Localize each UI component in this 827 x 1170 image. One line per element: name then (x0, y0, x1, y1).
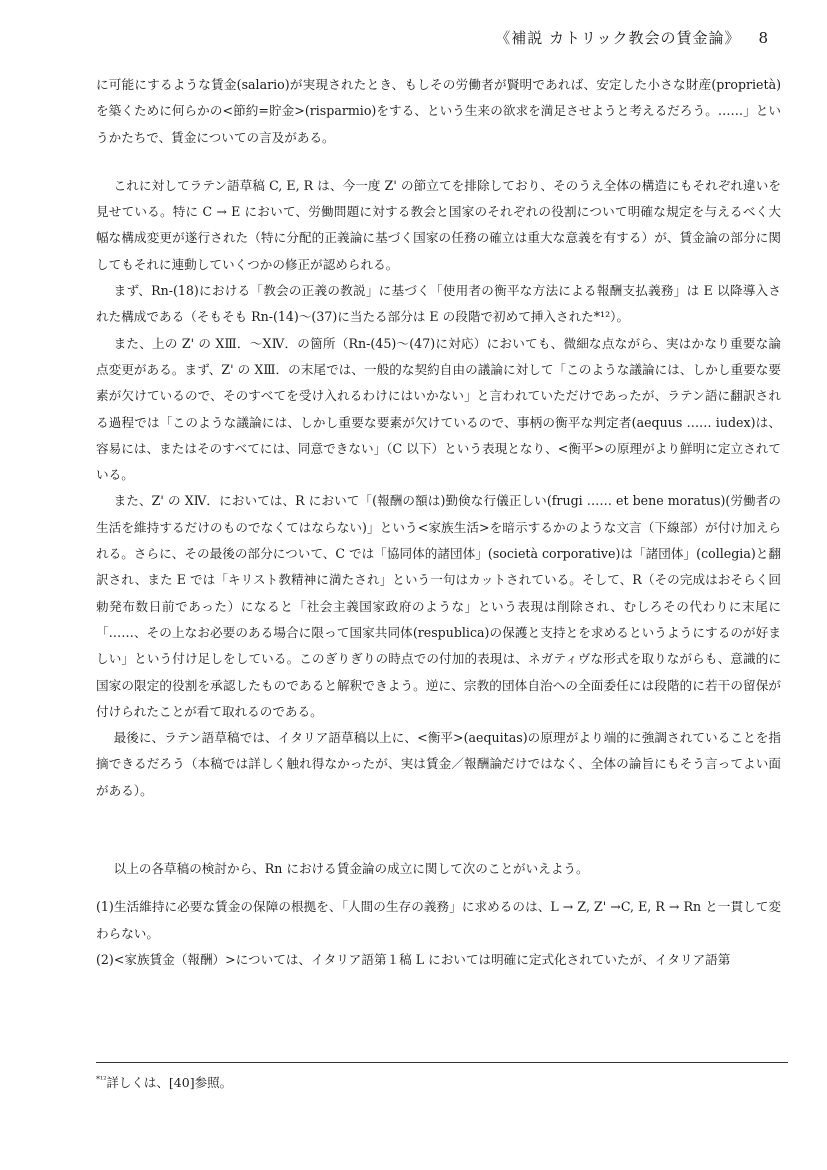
header-title: 《補説 カトリック教会の賃金論》 (495, 29, 741, 47)
paragraph-rn18: まず、Rn-(18)における「教会の正義の教説」に基づく「使用者の衡平な方法による報酬支払義務」は E 以降導入された構成である（そもそも Rn-(14)～(37)に当たる部分は E の段階で初めて挿入された*¹²）。 (96, 283, 781, 325)
footnote-divider (96, 1062, 788, 1063)
spacer (96, 151, 781, 173)
page-number: 8 (758, 29, 769, 47)
main-body (96, 72, 781, 973)
paragraph-z-xiv: また、Z' の XⅣ．においては、R において「(報酬の額は)勤倹な行儀正しい(frugi …… et bene moratus)(労働者の生活を維持するだけのものでなくてはならない)」という<家族生活>を暗示するかのような文言（下線部）が付け加えられる。さらに、その最後の部分について、C では「協同体的諸団体」(società corporative)は「諸団体」(collegia)と翻訳され、また E では「キリスト教精神に満たされ」という一句はカットされている。そして、R（その完成はおそらく回勅発布数日前であった）になると「社会主義国家政府のような」という表現は削除され、むしろその代わりに末尾に「……、その上なお必要のある場合に限って国家共同体(respublica)の保護と支持とを求めるというようにするのが好ましい」という付け足しをしている。このぎりぎりの時点での付加的表現は、ネガティヴな形式を取りながらも、意識的に国家の限定的役割を承認したものであると解釈できよう。逆に、宗教的団体自治への全面委任には段階的に若干の留保が付けられたことが看て取れるのである。 (96, 493, 781, 719)
running-header (495, 27, 769, 48)
footnote (96, 1073, 232, 1091)
paragraph-continuation: に可能にするような賃金(salario)が実現されたとき、もしその労働者が賢明であれば、安定した小さな財産(proprietà)を築くために何らかの<節約=貯金>(risparmio)をする、という生来の欲求を満足させようと考えるだろう。……」というかたちで、賃金についての言及がある。 (96, 77, 781, 145)
spacer (96, 804, 781, 856)
paragraph-latin-drafts: これに対してラテン語草稿 C, E, R は、今一度 Z' の節立てを排除しており、そのうえ全体の構造にもそれぞれ違いを見せている。特に C → E において、労働問題に対する教会と国家のそれぞれの役割について明確な規定を与えるべく大幅な構成変更が遂行された（特に分配的正義論に基づく国家の任務の確立は重大な意義を有する）が、賃金論の部分に関してもそれに連動していくつかの修正が認められる。 (96, 177, 781, 272)
footnote-text: 詳しくは、[40]参照。 (106, 1075, 233, 1090)
spacer (96, 882, 781, 894)
paragraph-z-xiii: また、上の Z' の XⅢ．～XⅣ．の箇所（Rn-(45)～(47)に対応）においても、微細な点ながら、実はかなり重要な論点変更がある。まず、Z' の XⅢ．の末尾では、一般的な契約自由の議論に対して「このような議論には、しかし重要な要素が欠けているので、そのすべてを受け入れるわけにはいかない」と言われていただけであったが、ラテン語に翻訳される過程では「このような議論には、しかし重要な要素が欠けているので、事柄の衡平な判定者(aequus …… iudex)は、容易には、またはそのすべてには、同意できない」（C 以下）という表現となり、<衡平>の原理がより鮮明に定立されている。 (96, 335, 781, 483)
paragraph-summary-intro: 以上の各草稿の検討から、Rn における賃金論の成立に関して次のことがいえよう。 (113, 861, 589, 877)
list-item-1: (1)生活維持に必要な賃金の保障の根拠を、「人間の生存の義務」に求めるのは、L → Z, Z' →C, E, R → Rn と一貫して変わらない。 (96, 899, 781, 941)
footnote-marker: *¹² (96, 1074, 107, 1084)
list-item-2: (2)<家族賃金（報酬）>については、イタリア語第１稿 L においては明確に定式化されていたが、イタリア語第 (96, 951, 731, 967)
paragraph-conclusion-latin: 最後に、ラテン語草稿では、イタリア語草稿以上に、<衡平>(aequitas)の原理がより端的に強調されていることを指摘できるだろう（本稿では詳しく触れ得なかったが、実は賃金／報酬論だけではなく、全体の論旨にもそう言ってよい面がある）。 (96, 730, 781, 798)
